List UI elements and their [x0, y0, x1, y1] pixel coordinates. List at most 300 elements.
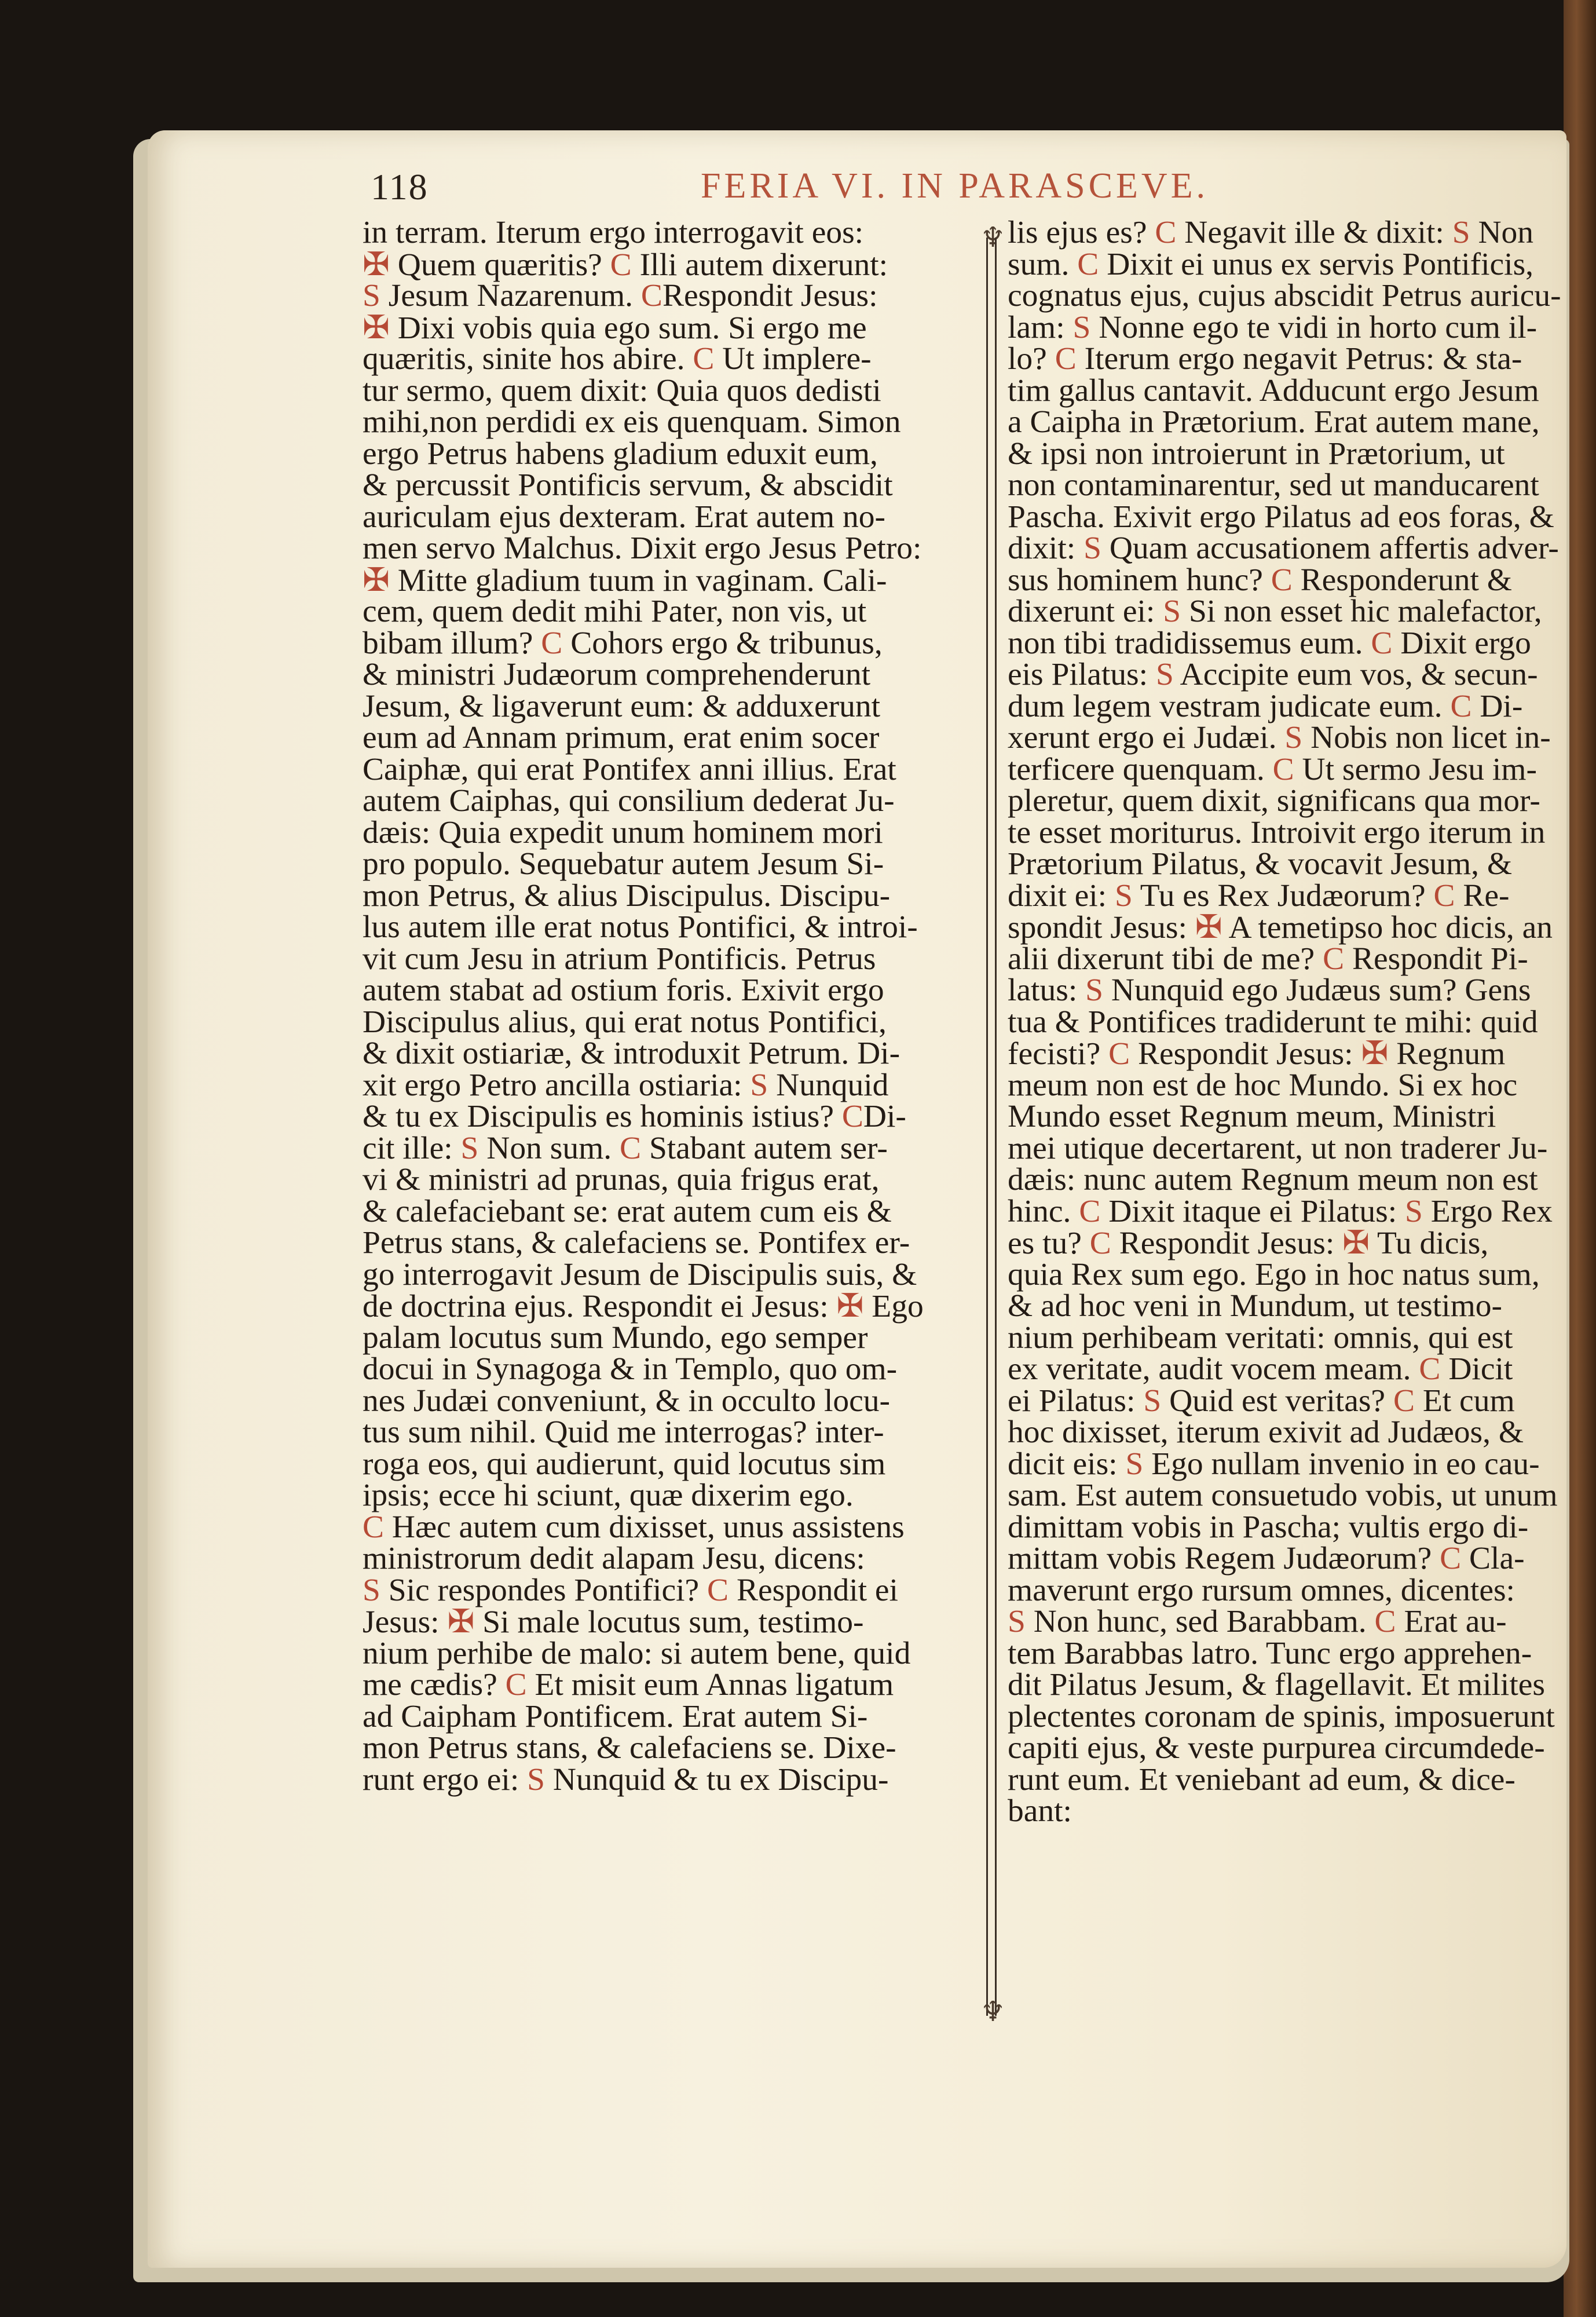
text-segment: mei utique decertarent, ut non traderer Ju- [1008, 1130, 1548, 1166]
text-segment: & ministri Judæorum comprehenderunt [363, 657, 871, 692]
text-segment: ministrorum dedit alapam Jesu, dicens: [363, 1541, 865, 1576]
column-divider [986, 237, 997, 2016]
text-segment: quia Rex sum ego. Ego in hoc natus sum, [1008, 1256, 1540, 1292]
text-line [1008, 404, 1564, 440]
right-text-column [1008, 217, 1564, 1828]
text-segment: quæritis, sinite hos abire. [363, 341, 693, 377]
text-segment: lus autem ille erat notus Pontifici, & introi- [363, 909, 918, 945]
rubric-letter: C [1323, 941, 1345, 977]
text-line [363, 1480, 979, 1512]
rubric-letter: S [1114, 878, 1133, 913]
text-segment: Hæc autem cum dixisset, unus assistens [384, 1509, 905, 1545]
text-line [1008, 562, 1564, 598]
text-segment: mon Petrus, & alius Discipulus. Discipu- [363, 878, 891, 913]
text-segment: ei Pilatus: [1008, 1383, 1144, 1419]
text-line [1008, 1038, 1564, 1070]
text-segment: Mitte gladium tuum in vaginam. Cali- [389, 562, 887, 598]
text-line [363, 1351, 979, 1387]
text-line [1008, 596, 1564, 628]
text-segment: Quem quæritis? [389, 247, 610, 283]
text-segment: tim gallus cantavit. Adducunt ergo Jesum [1008, 372, 1539, 408]
text-line [1008, 438, 1564, 470]
text-line [363, 499, 979, 535]
rubric-letter: C [1089, 1226, 1111, 1261]
rubric-letter: S [460, 1130, 479, 1166]
text-segment: Si non esset hic malefactor, [1181, 594, 1542, 629]
text-segment: maverunt ergo rursum omnes, dicentes: [1008, 1572, 1515, 1608]
text-segment: a Caipha in Prætorium. Erat autem mane, [1008, 404, 1540, 440]
rubric-letter: C [1450, 688, 1472, 724]
text-segment: tur sermo, quem dixit: Quia quos dedisti [363, 372, 881, 408]
text-line [363, 217, 979, 249]
text-segment: pro populo. Sequebatur autem Jesum Si- [363, 846, 884, 882]
text-line [363, 785, 979, 817]
page-number: 118 [371, 166, 429, 207]
text-line [363, 1004, 979, 1040]
text-segment: Iterum ergo negavit Petrus: & sta- [1076, 341, 1522, 377]
text-segment: Di- [863, 1099, 906, 1134]
rubric-letter: C [640, 278, 662, 313]
text-segment: ex veritate, audit vocem meam. [1008, 1351, 1419, 1387]
text-segment: Et misit eum Annas ligatum [526, 1667, 894, 1702]
text-line [1008, 1288, 1564, 1324]
text-line [363, 438, 979, 470]
text-line [363, 975, 979, 1007]
text-segment: palam locutus sum Mundo, ego semper [363, 1320, 868, 1355]
text-line [363, 625, 979, 661]
text-line [1008, 1256, 1564, 1292]
text-line [1008, 1669, 1564, 1701]
text-line [1008, 751, 1564, 787]
text-segment: non tibi tradidissemus eum. [1008, 625, 1371, 661]
text-segment: cem, quem dedit mihi Pater, non vis, ut [363, 594, 867, 629]
text-line [363, 372, 979, 408]
text-line [363, 1698, 979, 1734]
rubric-letter: S [1163, 594, 1181, 629]
text-segment: dixit: [1008, 531, 1084, 566]
text-segment: dæis: nunc autem Regnum meum non est [1008, 1162, 1538, 1197]
text-segment: sam. Est autem consuetudo vobis, ut unum [1008, 1478, 1558, 1513]
rubric-letter: S [1072, 309, 1091, 345]
rubric-letter: S [527, 1761, 545, 1797]
rubric-letter: C [363, 1509, 385, 1545]
text-segment: Di- [1471, 688, 1523, 724]
text-segment: me cædis? [363, 1667, 506, 1702]
rubric-letter: S [1405, 1193, 1423, 1229]
text-line [1008, 1730, 1564, 1766]
text-segment: runt ergo ei: [363, 1761, 528, 1797]
text-segment: Sic respondes Pontifici? [380, 1572, 708, 1608]
rubric-letter: C [1371, 625, 1393, 661]
text-line [363, 941, 979, 977]
text-segment: Negavit ille & dixit: [1176, 217, 1452, 250]
rubric-letter: C [1440, 1541, 1462, 1576]
text-segment: A temetipso hoc dicis, an [1222, 910, 1553, 945]
text-segment: Ergo Rex [1422, 1193, 1553, 1229]
rubric-letter: C [541, 625, 563, 661]
text-line [363, 814, 979, 850]
text-segment: tua & Pontifices tradiderunt te mihi: quid [1008, 1004, 1538, 1040]
text-line [1008, 467, 1564, 503]
text-line [1008, 1322, 1564, 1354]
text-line [363, 404, 979, 440]
text-segment: dæis: Quia expedit unum hominem mori [363, 814, 883, 850]
text-segment: Dixit ei unus ex servis Pontificis, [1099, 246, 1534, 282]
text-line [1008, 1101, 1564, 1133]
text-line [363, 1572, 979, 1608]
rubric-letter: C [505, 1667, 527, 1702]
text-line [1008, 246, 1564, 282]
rubric-letter: S [1083, 531, 1101, 566]
cross-icon: ✠ [363, 562, 390, 598]
rubric-letter: S [1125, 1446, 1144, 1482]
text-segment: auriculam ejus dexteram. Erat autem no- [363, 499, 886, 535]
text-segment: vi & ministri ad prunas, quia frigus erat, [363, 1162, 880, 1197]
rubric-letter: C [1393, 1383, 1415, 1419]
text-segment: ipsis; ecce hi sciunt, quæ dixerim ego. [363, 1478, 854, 1513]
cross-icon: ✠ [836, 1288, 864, 1324]
text-segment: Discipulus alius, qui erat notus Pontifici, [363, 1004, 887, 1040]
text-segment: & dixit ostiariæ, & introduxit Petrum. Di- [363, 1036, 901, 1071]
text-line [1008, 1351, 1564, 1387]
left-text-column [363, 217, 979, 1796]
text-line [1008, 659, 1564, 691]
text-line [1008, 1164, 1564, 1196]
text-line [1008, 533, 1564, 565]
text-line [1008, 1067, 1564, 1103]
text-segment: Accipite eum vos, & secun- [1173, 657, 1538, 692]
text-segment: Respondit ei [729, 1572, 898, 1608]
text-segment: Quid est veritas? [1161, 1383, 1393, 1419]
text-segment: Caiphæ, qui erat Pontifex anni illius. Erat [363, 751, 896, 787]
text-segment: tem Barabbas latro. Tunc ergo apprehen- [1008, 1635, 1532, 1671]
text-segment: Re- [1455, 878, 1510, 913]
text-segment: Respondit Jesus: [1130, 1036, 1361, 1072]
text-line [363, 1288, 979, 1324]
rubric-letter: C [841, 1099, 863, 1134]
rubric-letter: S [1452, 217, 1470, 250]
text-segment: Stabant autem ser- [641, 1130, 888, 1166]
cross-icon: ✠ [447, 1604, 475, 1640]
text-segment: dixit ei: [1008, 878, 1115, 913]
text-segment: Dixit itaque ei Pilatus: [1100, 1193, 1405, 1229]
rubric-letter: C [1419, 1351, 1441, 1387]
text-segment: Jesus: [363, 1605, 448, 1640]
text-segment: de doctrina ejus. Respondit ei Jesus: [363, 1289, 837, 1324]
running-title: FERIA VI. IN PARASCEVE. [701, 166, 1209, 206]
text-line [363, 246, 979, 283]
text-line [363, 1067, 979, 1103]
text-segment: & calefaciebant se: erat autem cum eis & [363, 1193, 892, 1229]
text-segment: dimittam vobis in Pascha; vultis ergo di- [1008, 1509, 1529, 1545]
cross-icon: ✠ [1195, 909, 1222, 945]
text-segment: alii dixerunt tibi de me? [1008, 941, 1323, 977]
text-segment: Erat au- [1396, 1604, 1507, 1639]
text-segment: sus hominem hunc? [1008, 562, 1271, 598]
rubric-letter: C [707, 1572, 729, 1608]
text-segment: Jesum, & ligaverunt eum: & adduxerunt [363, 688, 880, 724]
text-segment: Mundo esset Regnum meum, Ministri [1008, 1099, 1496, 1134]
text-segment: mittam vobis Regem Judæorum? [1008, 1541, 1440, 1576]
text-line [1008, 880, 1564, 912]
text-segment: Tu dicis, [1370, 1226, 1489, 1261]
text-segment: xit ergo Petro ancilla ostiaria: [363, 1067, 751, 1103]
text-line [363, 533, 979, 565]
text-line [1008, 343, 1564, 375]
text-line [1008, 1417, 1564, 1449]
text-segment: Respondit Jesus: [662, 278, 878, 313]
text-line [1008, 1761, 1564, 1797]
text-line [363, 562, 979, 598]
column-ornament-top: ♆ [980, 222, 1006, 253]
text-line [1008, 1193, 1564, 1229]
text-line [1008, 1004, 1564, 1040]
text-line [363, 1509, 979, 1545]
rubric-letter: S [750, 1067, 768, 1103]
rubric-letter: S [1155, 657, 1174, 692]
text-segment: spondit Jesus: [1008, 910, 1195, 945]
text-segment: nium perhibe de malo: si autem bene, quid [363, 1635, 911, 1671]
rubric-letter: S [363, 278, 380, 313]
text-line [1008, 372, 1564, 408]
text-segment: Tu es Rex Judæorum? [1132, 878, 1434, 913]
text-line [1008, 1793, 1564, 1828]
text-line [1008, 1446, 1564, 1482]
text-segment: nium perhibeam veritati: omnis, qui est [1008, 1320, 1513, 1355]
text-line [363, 309, 979, 346]
text-line [363, 596, 979, 628]
text-line [363, 1669, 979, 1701]
text-line [363, 1417, 979, 1449]
text-line [1008, 217, 1564, 249]
rubric-letter: C [1374, 1604, 1396, 1639]
text-line [1008, 1635, 1564, 1671]
rubric-letter: C [1155, 217, 1177, 250]
text-segment: & percussit Pontificis servum, & abscidit [363, 467, 893, 503]
text-line [1008, 688, 1564, 724]
text-segment: pleretur, quem dixit, significans qua mor- [1008, 783, 1540, 818]
text-line [363, 1130, 979, 1166]
text-line [1008, 309, 1564, 345]
text-line [363, 751, 979, 787]
text-segment: capiti ejus, & veste purpurea circumdede- [1008, 1730, 1545, 1766]
text-segment: lo? [1008, 341, 1055, 377]
text-segment: dixerunt ei: [1008, 594, 1163, 629]
text-line [1008, 1698, 1564, 1734]
rubric-letter: C [1108, 1036, 1130, 1072]
text-line [1008, 1227, 1564, 1259]
text-line [1008, 941, 1564, 977]
text-line [363, 1606, 979, 1638]
text-segment: ad Caipham Pontificem. Erat autem Si- [363, 1698, 868, 1734]
text-segment: Non hunc, sed Barabbam. [1025, 1604, 1375, 1639]
text-line [1008, 1480, 1564, 1512]
text-line [363, 1635, 979, 1671]
text-segment: vit cum Jesu in atrium Pontificis. Petrus [363, 941, 876, 977]
text-line [363, 909, 979, 945]
text-segment: Dixi vobis quia ego sum. Si ergo me [389, 310, 867, 346]
text-line [363, 1761, 979, 1797]
text-segment: bant: [1008, 1793, 1072, 1828]
text-segment: Nobis non licet in- [1302, 720, 1551, 755]
text-line [363, 1038, 979, 1070]
text-segment: runt eum. Et veniebant ad eum, & dice- [1008, 1761, 1516, 1797]
text-line [1008, 846, 1564, 882]
text-segment: Ut sermo Jesu im- [1294, 751, 1537, 787]
text-segment: Jesum Nazarenum. [380, 278, 641, 313]
text-segment: non contaminarentur, sed ut manducarent [1008, 467, 1539, 503]
text-segment: Illi autem dixerunt: [631, 247, 888, 283]
text-segment: Nunquid & tu ex Discipu- [545, 1761, 889, 1797]
text-segment: Cla- [1461, 1541, 1525, 1576]
rubric-letter: C [693, 341, 715, 377]
text-line [1008, 499, 1564, 535]
text-line [363, 722, 979, 754]
text-line [363, 467, 979, 503]
column-ornament-bottom: ♆ [980, 1997, 1006, 2027]
text-line [1008, 1572, 1564, 1608]
text-line [363, 1730, 979, 1766]
text-line [363, 880, 979, 912]
text-segment: Regnum [1388, 1036, 1506, 1072]
text-segment: & ipsi non introierunt in Prætorium, ut [1008, 436, 1505, 472]
text-segment: terficere quenquam. [1008, 751, 1273, 787]
text-segment: docui in Synagoga & in Templo, quo om- [363, 1351, 898, 1387]
text-segment: Ut implere- [714, 341, 872, 377]
text-segment: eum ad Annam primum, erat enim socer [363, 720, 880, 755]
text-segment: xerunt ergo ei Judæi. [1008, 720, 1285, 755]
text-line [363, 1227, 979, 1259]
text-segment: bibam illum? [363, 625, 541, 661]
text-line [363, 343, 979, 375]
text-segment: Dicit [1440, 1351, 1513, 1387]
text-segment: Nonne ego te vidi in horto cum il- [1090, 309, 1538, 345]
text-segment: Prætorium Pilatus, & vocavit Jesum, & [1008, 846, 1513, 882]
text-segment: mihi,non perdidi ex eis quenquam. Simon [363, 404, 901, 440]
text-line [1008, 975, 1564, 1007]
rubric-letter: S [363, 1572, 380, 1608]
text-segment: fecisti? [1008, 1036, 1109, 1072]
text-line [1008, 1383, 1564, 1419]
text-segment: cit ille: [363, 1130, 461, 1166]
text-segment: Petrus stans, & calefaciens se. Pontifex er- [363, 1225, 910, 1260]
text-segment: Et cum [1414, 1383, 1515, 1419]
text-segment: hinc. [1008, 1193, 1079, 1229]
text-line [363, 1543, 979, 1575]
cross-icon: ✠ [1342, 1225, 1370, 1261]
text-segment: go interrogavit Jesum de Discipulis suis, & [363, 1256, 917, 1292]
text-line [363, 1446, 979, 1482]
text-segment: men servo Malchus. Dixit ergo Jesus Petro: [363, 531, 922, 566]
rubric-letter: S [1284, 720, 1303, 755]
text-line [363, 846, 979, 882]
rubric-letter: C [1077, 246, 1099, 282]
text-line [1008, 1509, 1564, 1545]
text-segment: es tu? [1008, 1226, 1090, 1261]
text-segment: Nunquid ego Judæus sum? Gens [1103, 973, 1531, 1008]
text-line [1008, 280, 1564, 312]
text-line [363, 659, 979, 691]
text-line [363, 1164, 979, 1196]
text-segment: Ego [863, 1289, 924, 1324]
text-line [363, 1101, 979, 1133]
text-segment: Nunquid [768, 1067, 889, 1103]
text-segment: Ego nullam invenio in eo cau- [1143, 1446, 1540, 1482]
text-segment: latus: [1008, 973, 1086, 1008]
text-segment: nes Judæi conveniunt, & in occulto locu- [363, 1383, 890, 1419]
text-segment: Respondit Pi- [1344, 941, 1528, 977]
text-line [1008, 814, 1564, 850]
text-segment: ergo Petrus habens gladium eduxit eum, [363, 436, 878, 472]
text-segment: Dixit ergo [1392, 625, 1531, 661]
text-segment: meum non est de hoc Mundo. Si ex hoc [1008, 1067, 1518, 1103]
text-segment: Non [1470, 217, 1534, 250]
text-segment: Cohors ergo & tribunus, [562, 625, 883, 661]
text-segment: & ad hoc veni in Mundum, ut testimo- [1008, 1288, 1502, 1324]
text-segment: mon Petrus stans, & calefaciens se. Dixe- [363, 1730, 896, 1766]
text-line [363, 1322, 979, 1354]
text-segment: sum. [1008, 246, 1078, 282]
cross-icon: ✠ [363, 246, 390, 283]
text-segment: eis Pilatus: [1008, 657, 1156, 692]
text-line [1008, 1130, 1564, 1166]
text-segment: dum legem vestram judicate eum. [1008, 688, 1451, 724]
rubric-letter: C [620, 1130, 642, 1166]
text-segment: Pascha. Exivit ergo Pilatus ad eos foras, & [1008, 499, 1554, 535]
text-segment: hoc dixisset, iterum exivit ad Judæos, & [1008, 1415, 1524, 1450]
rubric-letter: C [1433, 878, 1455, 913]
text-segment: in terram. Iterum ergo interrogavit eos: [363, 215, 864, 250]
text-line [1008, 1606, 1564, 1638]
text-line [363, 280, 979, 312]
text-line [363, 1193, 979, 1229]
text-segment: plectentes coronam de spinis, imposuerunt [1008, 1698, 1555, 1734]
text-line [1008, 625, 1564, 661]
text-segment: dit Pilatus Jesum, & flagellavit. Et milites [1008, 1667, 1545, 1702]
text-segment: Quam accusationem affertis adver- [1101, 531, 1559, 566]
text-line [1008, 785, 1564, 817]
rubric-letter: C [1271, 562, 1293, 598]
rubric-letter: S [1008, 1604, 1026, 1639]
text-segment: Si male locutus sum, testimo- [474, 1605, 864, 1640]
text-line [363, 1383, 979, 1419]
text-line [363, 1256, 979, 1292]
text-segment: autem Caiphas, qui consilium dederat Ju- [363, 783, 895, 818]
text-segment: autem stabat ad ostium foris. Exivit ergo [363, 973, 884, 1008]
text-line [363, 688, 979, 724]
text-line [1008, 909, 1564, 945]
text-segment: lis ejus es? [1008, 217, 1155, 250]
text-segment: cognatus ejus, cujus abscidit Petrus auricu- [1008, 278, 1561, 313]
text-segment: Respondit Jesus: [1111, 1226, 1343, 1261]
text-segment: dicit eis: [1008, 1446, 1126, 1482]
text-segment: & tu ex Discipulis es hominis istius? [363, 1099, 842, 1134]
rubric-letter: C [1079, 1193, 1101, 1229]
rubric-letter: S [1085, 973, 1103, 1008]
text-segment: Non sum. [478, 1130, 620, 1166]
text-segment: roga eos, qui audierunt, quid locutus sim [363, 1446, 886, 1482]
text-segment: tus sum nihil. Quid me interrogas? inter- [363, 1415, 884, 1450]
text-line [1008, 1543, 1564, 1575]
page-header [371, 166, 1558, 212]
rubric-letter: S [1143, 1383, 1162, 1419]
rubric-letter: C [1055, 341, 1077, 377]
rubric-letter: C [1272, 751, 1294, 787]
cross-icon: ✠ [1361, 1036, 1389, 1072]
text-segment: Responderunt & [1292, 562, 1512, 598]
rubric-letter: C [610, 247, 632, 283]
cross-icon: ✠ [363, 309, 390, 346]
